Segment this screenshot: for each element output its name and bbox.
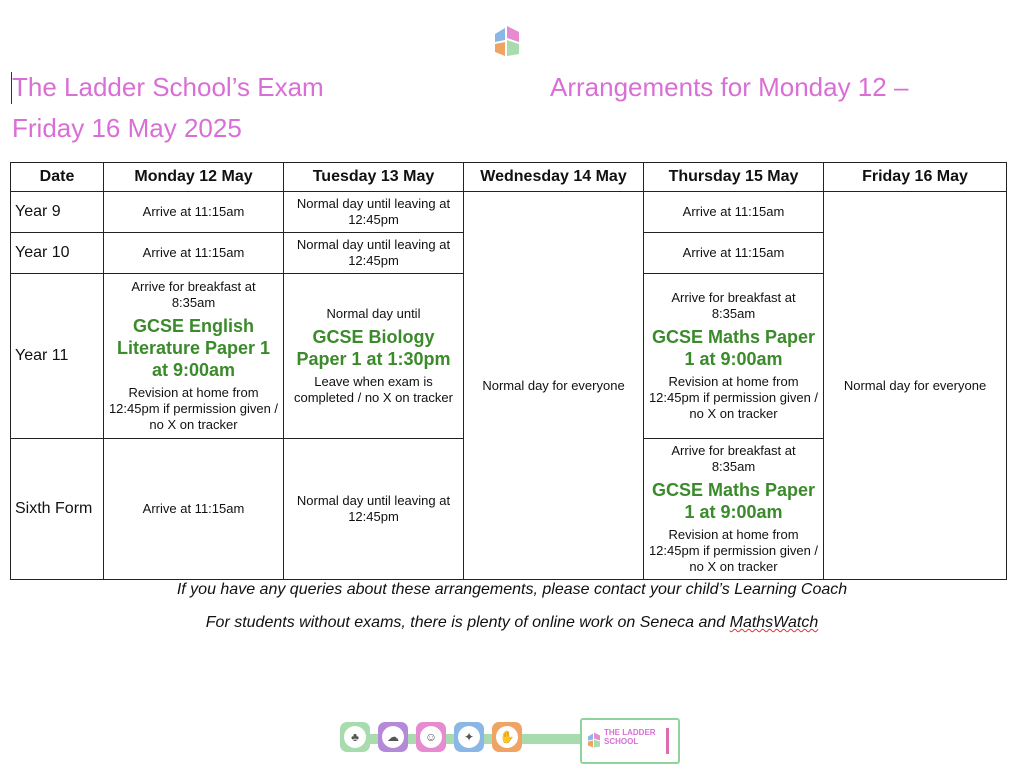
lightbulb-icon: ✦ — [454, 722, 484, 752]
badge-line2: SCHOOL — [604, 737, 639, 746]
header-wednesday: Wednesday 14 May — [464, 163, 644, 192]
year9-tuesday: Normal day until leaving at 12:45pm — [284, 192, 464, 233]
people-icon: ☺ — [416, 722, 446, 752]
school-logo-icon — [493, 24, 521, 58]
school-badge — [580, 718, 680, 764]
page-title-line1-right: Arrangements for Monday 12 – — [550, 72, 909, 102]
year11-thursday-post: Revision at home from 12:45pm if permission given / no X on tracker — [648, 374, 819, 421]
row-label-year9: Year 9 — [11, 192, 104, 233]
header-tuesday: Tuesday 13 May — [284, 163, 464, 192]
badge-text — [604, 728, 656, 746]
year11-tuesday-post: Leave when exam is completed / no X on tracker — [294, 374, 453, 405]
year11-tuesday — [284, 274, 464, 439]
badge-accent — [666, 728, 669, 754]
year11-monday-pre: Arrive for breakfast at 8:35am — [131, 279, 256, 310]
badge-logo-icon — [587, 730, 601, 750]
header-date: Date — [11, 163, 104, 192]
badge-line1: THE LADDER — [604, 728, 656, 737]
tree-icon: ♣ — [340, 722, 370, 752]
header-monday: Monday 12 May — [104, 163, 284, 192]
page-title-line2: Friday 16 May 2025 — [12, 113, 242, 143]
header-friday: Friday 16 May — [824, 163, 1007, 192]
year11-thursday-pre: Arrive for breakfast at 8:35am — [671, 290, 796, 321]
row-label-year11: Year 11 — [11, 274, 104, 439]
year11-monday-exam: GCSE English Literature Paper 1 at 9:00am — [116, 316, 271, 380]
friday-all: Normal day for everyone — [824, 192, 1007, 580]
year10-monday: Arrive at 11:15am — [104, 233, 284, 274]
year11-tuesday-exam: GCSE Biology Paper 1 at 1:30pm — [296, 327, 451, 369]
year11-thursday — [644, 274, 824, 439]
wednesday-all: Normal day for everyone — [464, 192, 644, 580]
queries-note: If you have any queries about these arrangements, please contact your child’s Learning Coach — [176, 581, 848, 598]
page-title-line1-left: The Ladder School’s Exam — [12, 72, 324, 102]
year9-thursday: Arrive at 11:15am — [644, 192, 824, 233]
sixth-tuesday: Normal day until leaving at 12:45pm — [284, 439, 464, 580]
year9-monday: Arrive at 11:15am — [104, 192, 284, 233]
year11-tuesday-pre: Normal day until — [326, 306, 421, 321]
online-work-text: For students without exams, there is plenty of online work on Seneca and — [205, 614, 730, 631]
footer-logos — [338, 718, 680, 762]
online-work-note — [0, 614, 1024, 632]
year11-thursday-exam: GCSE Maths Paper 1 at 9:00am — [651, 327, 816, 369]
sixth-monday: Arrive at 11:15am — [104, 439, 284, 580]
sixth-thursday — [644, 439, 824, 580]
row-label-sixth-form: Sixth Form — [11, 439, 104, 580]
year11-monday-post: Revision at home from 12:45pm if permission given / no X on tracker — [108, 385, 279, 432]
sixth-thursday-post: Revision at home from 12:45pm if permission given / no X on tracker — [648, 527, 819, 574]
mathswatch-name: MathsWatch — [729, 614, 819, 631]
header-thursday: Thursday 15 May — [644, 163, 824, 192]
year10-thursday: Arrive at 11:15am — [644, 233, 824, 274]
sixth-thursday-pre: Arrive for breakfast at 8:35am — [671, 443, 796, 474]
row-label-year10: Year 10 — [11, 233, 104, 274]
sixth-thursday-exam: GCSE Maths Paper 1 at 9:00am — [651, 480, 816, 522]
year10-tuesday: Normal day until leaving at 12:45pm — [284, 233, 464, 274]
cloud-icon: ☁ — [378, 722, 408, 752]
year11-monday — [104, 274, 284, 439]
hand-icon: ✋ — [492, 722, 522, 752]
exam-schedule-table — [10, 162, 1007, 580]
